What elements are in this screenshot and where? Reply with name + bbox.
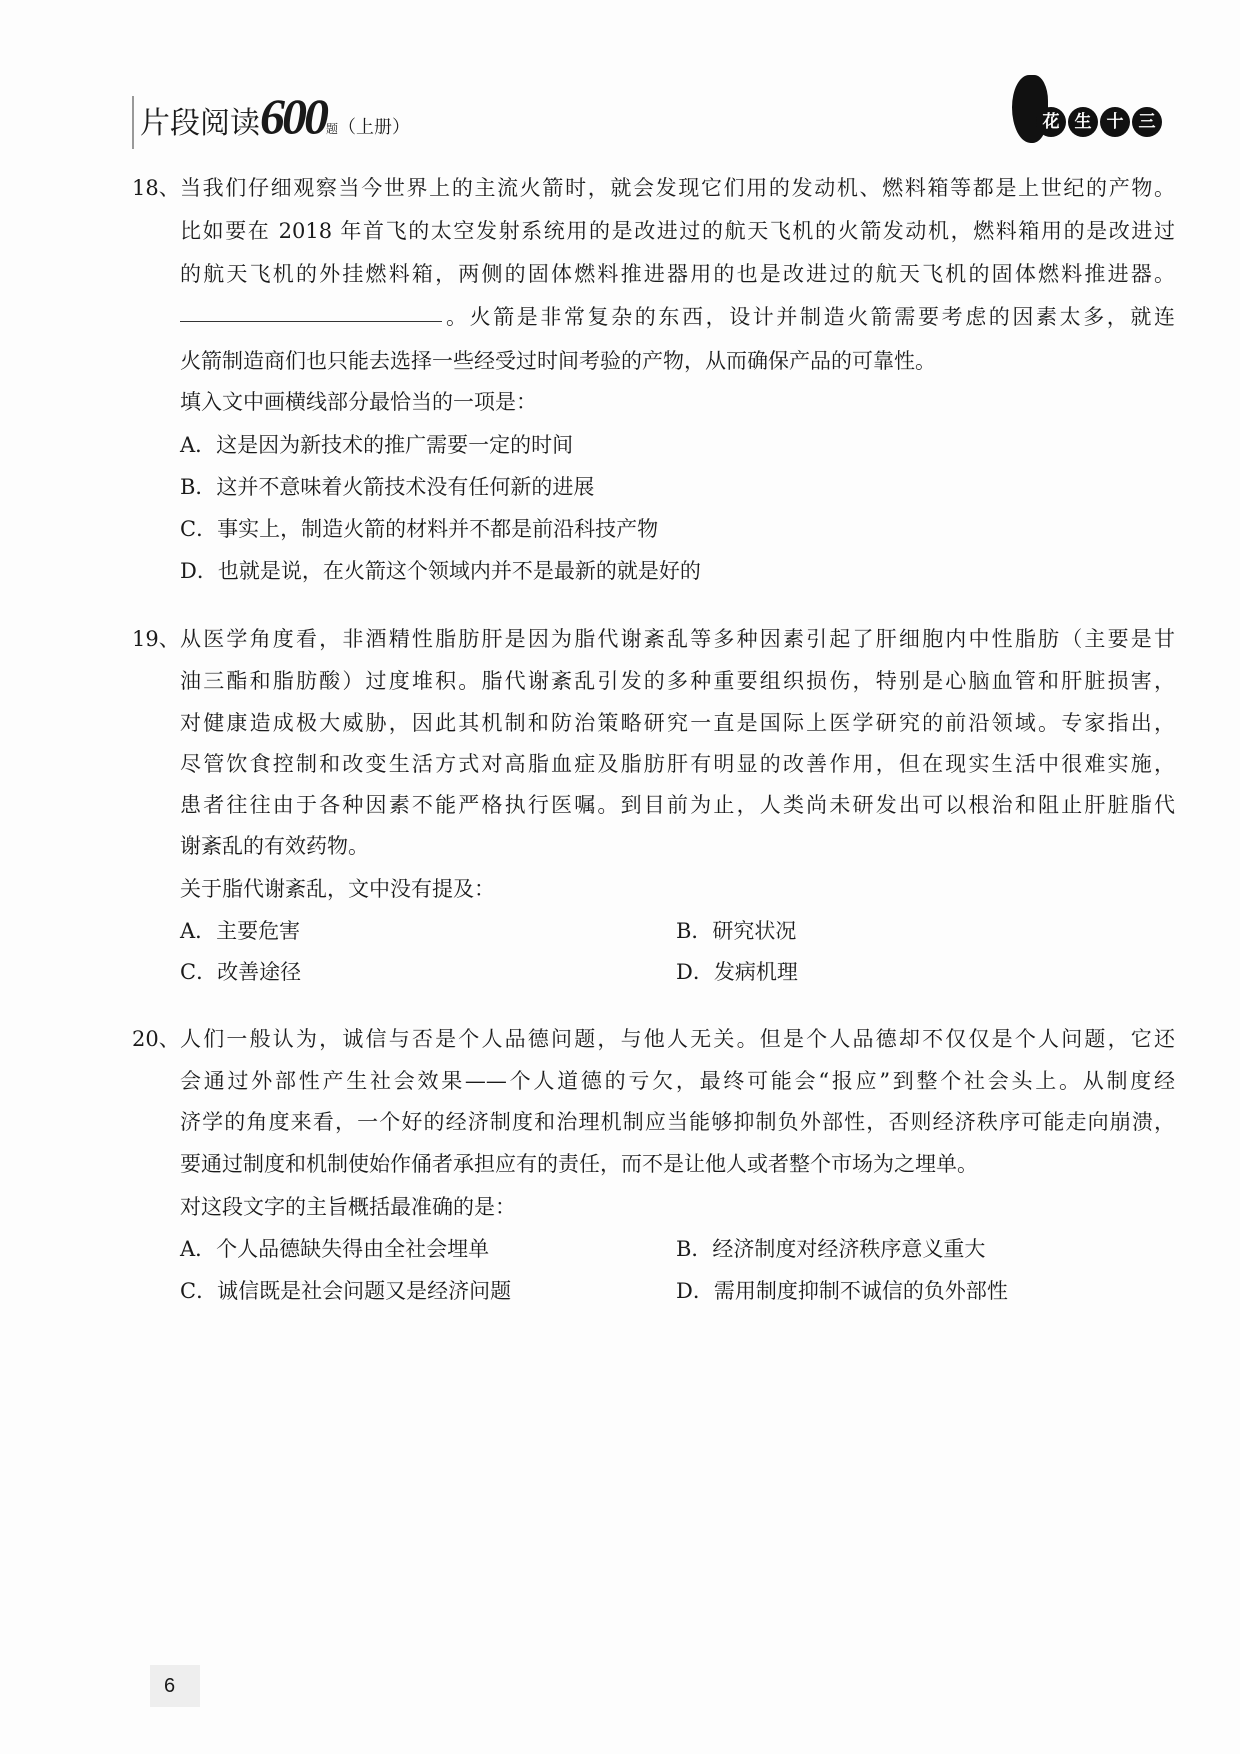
- passage-line: 人们一般认为，诚信与否是个人品德问题，与他人无关。但是个人品德却不仅仅是个人问题，它还: [180, 1027, 1175, 1051]
- passage-line: 要通过制度和机制使始作俑者承担应有的责任，而不是让他人或者整个市场为之埋单。: [180, 1152, 978, 1176]
- logo-char: 生: [1068, 107, 1098, 137]
- option-d: D．发病机理: [676, 960, 798, 984]
- title-volume: （上册）: [338, 117, 411, 138]
- title-count: 600: [260, 88, 326, 144]
- question-number: 19、: [132, 627, 180, 651]
- fill-blank: [180, 303, 442, 322]
- passage-line: 当我们仔细观察当今世界上的主流火箭时，就会发现它们用的发动机、燃料箱等都是上世纪的产物。: [180, 176, 1175, 200]
- option-b: B．经济制度对经济秩序意义重大: [676, 1237, 986, 1261]
- passage-line: 从医学角度看，非酒精性脂肪肝是因为脂代谢紊乱等多种因素引起了肝细胞内中性脂肪（主要是甘: [180, 627, 1175, 651]
- logo-char: 花: [1036, 107, 1066, 137]
- question-prompt: 填入文中画横线部分最恰当的一项是：: [180, 390, 537, 414]
- passage-line: 比如要在 2018 年首飞的太空发射系统用的是改进过的航天飞机的火箭发动机，燃料箱用的是改进过: [180, 219, 1175, 243]
- option-a: A．个人品德缺失得由全社会埋单: [180, 1237, 490, 1261]
- book-title: [132, 88, 411, 149]
- passage-line: 会通过外部性产生社会效果——个人道德的亏欠，最终可能会“报应”到整个社会头上。从制度经: [180, 1069, 1175, 1093]
- title-unit: 题: [326, 122, 339, 136]
- option-a: A．这是因为新技术的推广需要一定的时间: [180, 433, 574, 457]
- passage-line: 对健康造成极大威胁，因此其机制和防治策略研究一直是国际上医学研究的前沿领域。专家指出，: [180, 711, 1175, 735]
- question-number: 18、: [132, 176, 180, 200]
- passage-line: 尽管饮食控制和改变生活方式对高脂血症及脂肪肝有明显的改善作用，但在现实生活中很难实施，: [180, 752, 1175, 776]
- passage-line: 的航天飞机的外挂燃料箱，两侧的固体燃料推进器用的也是改进过的航天飞机的固体燃料推进器。: [180, 262, 1175, 286]
- option-d: D．也就是说，在火箭这个领域内并不是最新的就是好的: [180, 559, 701, 583]
- option-c: C．事实上，制造火箭的材料并不都是前沿科技产物: [180, 517, 659, 541]
- option-b: B．研究状况: [676, 919, 797, 943]
- passage-line: 患者往往由于各种因素不能严格执行医嘱。到目前为止，人类尚未研发出可以根治和阻止肝脏脂代: [180, 793, 1175, 817]
- passage-line: 谢紊乱的有效药物。: [180, 834, 369, 858]
- passage-line: 火箭制造商们也只能去选择一些经受过时间考验的产物，从而确保产品的可靠性。: [180, 349, 936, 373]
- option-c: C．诚信既是社会问题又是经济问题: [180, 1279, 512, 1303]
- page-number: 6: [150, 1665, 200, 1707]
- option-d: D．需用制度抑制不诚信的负外部性: [676, 1279, 1008, 1303]
- passage-line: 济学的角度来看，一个好的经济制度和治理机制应当能够抑制负外部性，否则经济秩序可能走向崩溃，: [180, 1110, 1175, 1134]
- logo-char: 三: [1132, 107, 1162, 137]
- passage-line-with-blank: [180, 303, 1175, 331]
- title-text: 片段阅读: [140, 106, 260, 141]
- passage-line: 油三酯和脂肪酸）过度堆积。脂代谢紊乱引发的多种重要组织损伤，特别是心脑血管和肝脏损害，: [180, 669, 1175, 693]
- publisher-logo: [1010, 85, 1170, 145]
- option-a: A．主要危害: [180, 919, 301, 943]
- question-prompt: 关于脂代谢紊乱，文中没有提及：: [180, 877, 495, 901]
- question-prompt: 对这段文字的主旨概括最准确的是：: [180, 1195, 516, 1219]
- option-b: B．这并不意味着火箭技术没有任何新的进展: [180, 475, 595, 499]
- passage-text: 。火箭是非常复杂的东西，设计并制造火箭需要考虑的因素太多，就连: [446, 305, 1175, 329]
- option-c: C．改善途径: [180, 960, 302, 984]
- question-number: 20、: [132, 1027, 180, 1051]
- logo-char: 十: [1100, 107, 1130, 137]
